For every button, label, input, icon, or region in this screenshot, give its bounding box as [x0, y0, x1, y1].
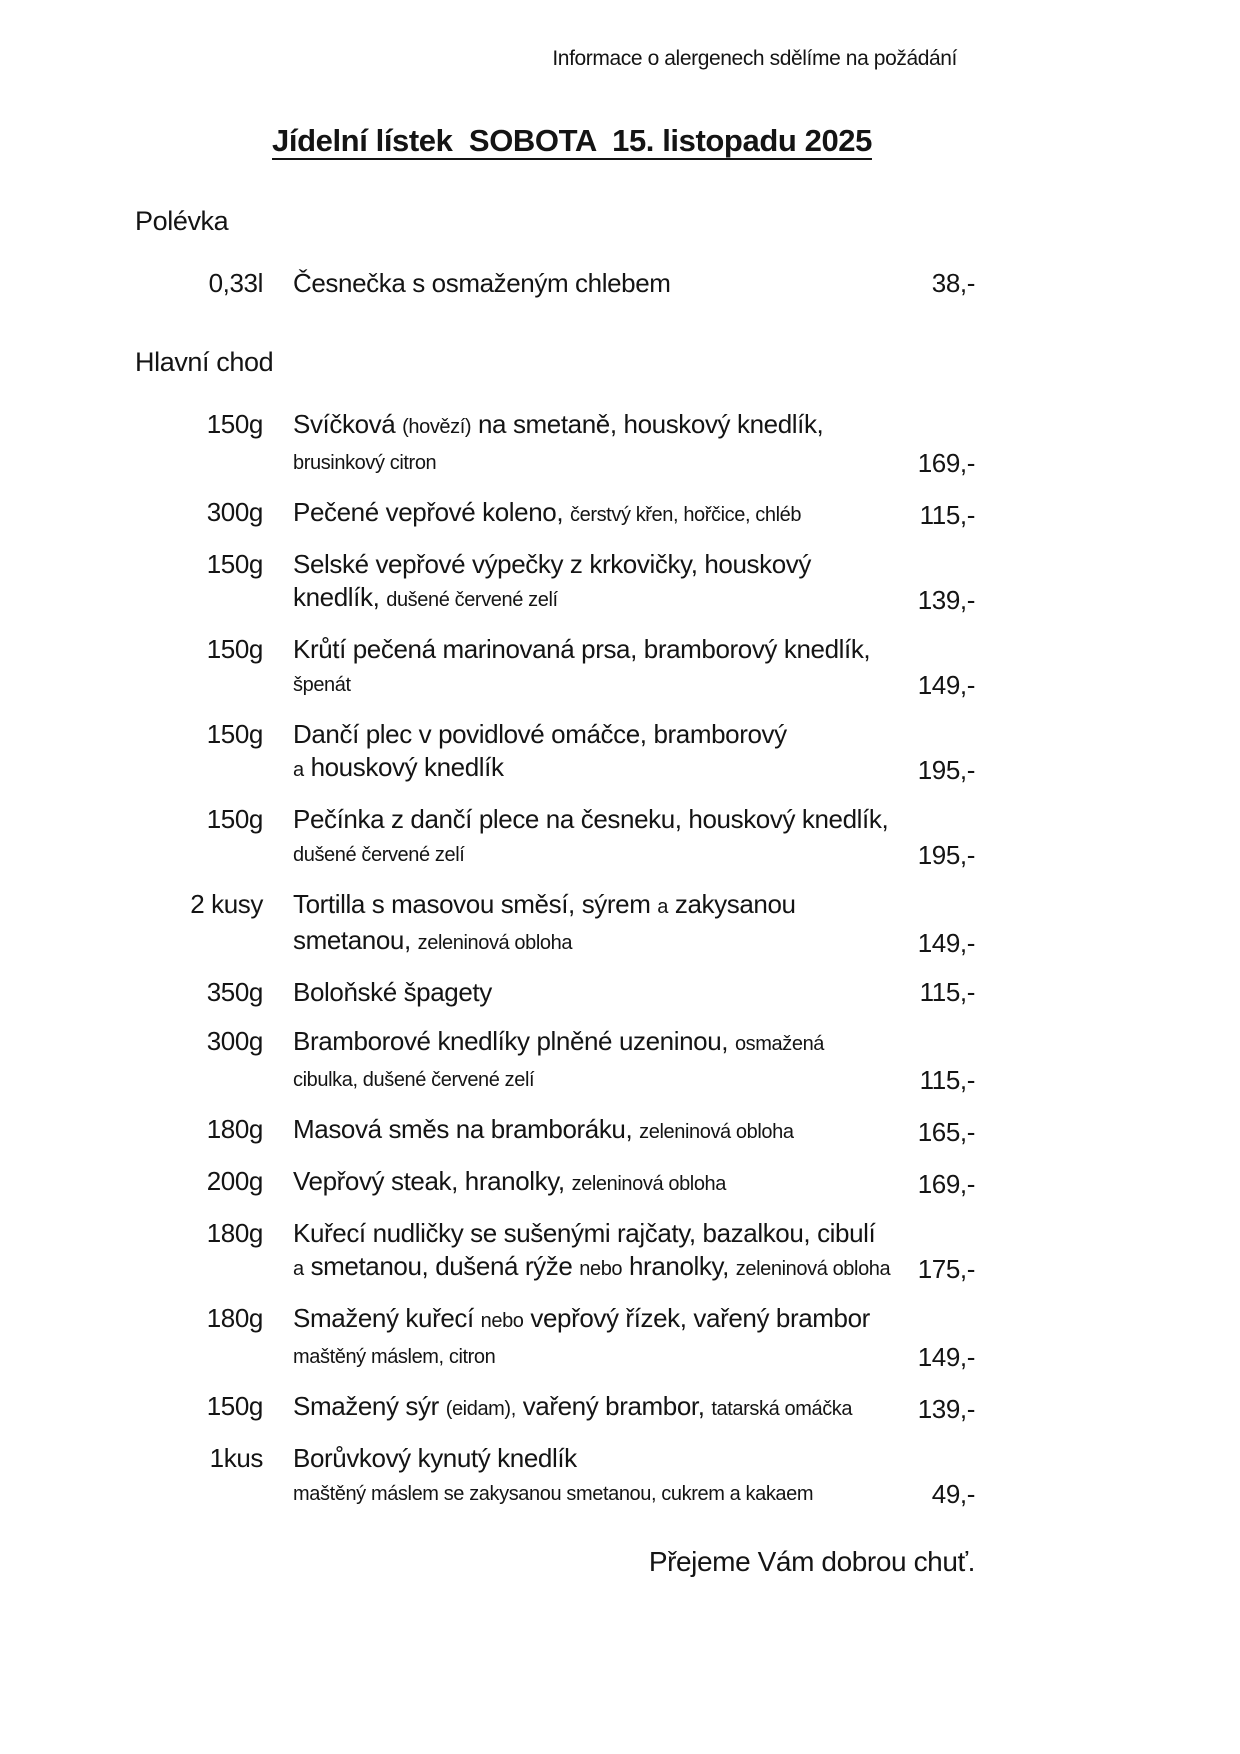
item-text-segment: Svíčková — [293, 409, 396, 439]
item-text-segment: nebo — [579, 1258, 623, 1280]
item-quantity: 300g — [206, 1026, 263, 1056]
item-description — [293, 633, 905, 702]
item-quantity: 350g — [206, 977, 263, 1007]
item-line — [293, 1475, 905, 1511]
item-price: 175,- — [917, 1254, 975, 1284]
menu-item — [135, 1165, 975, 1201]
item-price: 149,- — [917, 1342, 975, 1372]
item-price: 139,- — [917, 585, 975, 615]
item-description — [293, 976, 905, 1009]
item-text-segment: na smetaně, houskový knedlík, — [478, 409, 824, 439]
item-text-segment: Kuřecí nudličky se sušenými rajčaty, bazalkou, cibulí — [293, 1218, 876, 1248]
menu-item — [135, 1217, 975, 1286]
item-description — [293, 548, 905, 617]
menu-item — [135, 1390, 975, 1426]
menu-item — [135, 888, 975, 960]
menu-item — [135, 633, 975, 702]
item-description — [293, 1442, 905, 1511]
item-text-segment: Bramborové knedlíky plněné uzeninou, — [293, 1026, 729, 1056]
item-line — [293, 976, 905, 1009]
menu-item — [135, 267, 975, 300]
item-text-segment: zeleninová obloha — [417, 932, 573, 954]
menu-item — [135, 496, 975, 532]
item-text-segment: zeleninová obloha — [639, 1121, 794, 1143]
item-line — [293, 1442, 905, 1475]
item-text-segment: dušené červené zelí — [293, 844, 465, 866]
item-description — [293, 408, 905, 480]
item-text-segment: brusinkový citron — [293, 452, 437, 474]
item-text-segment: a — [293, 759, 304, 781]
item-line — [293, 267, 905, 300]
item-text-segment: špenát — [293, 674, 351, 696]
menu-sections — [135, 205, 975, 1511]
item-price: 165,- — [917, 1117, 975, 1147]
item-text-segment: smetanou, — [293, 925, 411, 955]
item-quantity: 150g — [206, 719, 263, 749]
item-quantity: 1kus — [209, 1443, 263, 1473]
item-price: 169,- — [917, 448, 975, 478]
item-quantity: 150g — [206, 634, 263, 664]
item-line — [293, 666, 905, 702]
item-text-segment: maštěný máslem se zakysanou smetanou, cukrem a kakaem — [293, 1483, 814, 1505]
item-text-segment: osmažená — [734, 1033, 825, 1055]
item-description — [293, 718, 905, 787]
item-price: 139,- — [917, 1394, 975, 1424]
section-items — [135, 408, 975, 1511]
item-text-segment: Smažený sýr — [293, 1391, 439, 1421]
item-quantity: 150g — [206, 1391, 263, 1421]
item-line — [293, 1250, 905, 1286]
item-text-segment: a — [293, 1258, 304, 1280]
item-text-segment: zeleninová obloha — [735, 1258, 891, 1280]
item-price: 169,- — [917, 1169, 975, 1199]
item-text-segment: Selské vepřové výpečky z krkovičky, houskový — [293, 549, 812, 579]
item-text-segment: maštěný máslem, citron — [293, 1346, 496, 1368]
item-price: 115,- — [919, 500, 975, 530]
menu-item — [135, 803, 975, 872]
item-text-segment: vařený brambor, — [522, 1391, 705, 1421]
allergen-notice: Informace o alergenech sdělíme na požádání — [552, 47, 957, 70]
item-line — [293, 581, 905, 617]
menu-item — [135, 408, 975, 480]
menu-item — [135, 1302, 975, 1374]
item-text-segment: zakysanou — [674, 889, 796, 919]
item-line — [293, 888, 905, 924]
item-line — [293, 924, 905, 960]
menu-item — [135, 1025, 975, 1097]
item-quantity: 200g — [206, 1166, 263, 1196]
item-line — [293, 1025, 905, 1061]
item-quantity: 150g — [206, 409, 263, 439]
item-text-segment: (eidam), — [445, 1398, 516, 1420]
item-price: 195,- — [917, 755, 975, 785]
item-text-segment: Borůvkový kynutý knedlík — [293, 1443, 577, 1473]
item-line — [293, 1165, 905, 1201]
item-text-segment: dušené červené zelí — [386, 589, 558, 611]
item-line — [293, 1302, 905, 1338]
item-quantity: 0,33l — [208, 268, 263, 298]
item-text-segment: (hovězí) — [402, 416, 472, 438]
section-items — [135, 267, 975, 300]
item-line — [293, 1113, 905, 1149]
item-line — [293, 496, 905, 532]
item-text-segment: nebo — [480, 1310, 524, 1332]
item-line — [293, 548, 905, 581]
item-text-segment: hranolky, — [629, 1251, 729, 1281]
item-text-segment: Dančí plec v povidlové omáčce, bramborový — [293, 719, 787, 749]
item-line — [293, 836, 905, 872]
menu-item — [135, 718, 975, 787]
menu-item — [135, 1442, 975, 1511]
item-description — [293, 1165, 905, 1201]
item-text-segment: a — [657, 896, 669, 918]
item-price: 195,- — [917, 840, 975, 870]
item-price: 149,- — [917, 670, 975, 700]
item-description — [293, 1025, 905, 1097]
item-quantity: 300g — [206, 497, 263, 527]
item-description — [293, 1302, 905, 1374]
item-description — [293, 496, 905, 532]
item-price: 115,- — [919, 977, 975, 1007]
footer-note: Přejeme Vám dobrou chuť. — [648, 1546, 975, 1577]
item-price: 49,- — [931, 1479, 975, 1509]
item-text-segment: Pečínka z dančí plece na česneku, houskový knedlík, — [293, 804, 889, 834]
menu-item — [135, 548, 975, 617]
item-line — [293, 1217, 905, 1250]
item-line — [293, 1390, 905, 1426]
item-text-segment: Pečené vepřové koleno, — [293, 497, 564, 527]
item-text-segment: Boloňské špagety — [293, 977, 492, 1007]
item-text-segment: cibulka, dušené červené zelí — [293, 1069, 535, 1091]
item-text-segment: smetanou, dušená rýže — [310, 1251, 573, 1281]
item-quantity: 150g — [206, 549, 263, 579]
item-text-segment: Vepřový steak, hranolky, — [293, 1166, 565, 1196]
item-description — [293, 1113, 905, 1149]
item-line — [293, 633, 905, 666]
item-quantity: 2 kusy — [190, 889, 263, 919]
item-text-segment: Tortilla s masovou směsí, sýrem — [293, 889, 651, 919]
section-heading: Polévka — [135, 206, 229, 236]
item-quantity: 150g — [206, 804, 263, 834]
item-quantity: 180g — [206, 1114, 263, 1144]
page-title: Jídelní lístek SOBOTA 15. listopadu 2025 — [272, 123, 872, 158]
menu-item — [135, 1113, 975, 1149]
item-line — [293, 803, 905, 836]
item-text-segment: zeleninová obloha — [571, 1173, 727, 1195]
item-line — [293, 751, 905, 787]
menu-item — [135, 976, 975, 1009]
item-text-segment: houskový knedlík — [310, 752, 504, 782]
item-quantity: 180g — [206, 1218, 263, 1248]
item-text-segment: tatarská omáčka — [711, 1398, 853, 1420]
item-text-segment: Masová směs na bramboráku, — [293, 1114, 633, 1144]
item-text-segment: čerstvý křen, hořčice, chléb — [570, 504, 802, 526]
item-description — [293, 803, 905, 872]
item-line — [293, 444, 905, 480]
item-line — [293, 408, 905, 444]
item-line — [293, 718, 905, 751]
item-text-segment: Smažený kuřecí — [293, 1303, 474, 1333]
item-text-segment: vepřový řízek, vařený brambor — [530, 1303, 870, 1333]
item-text-segment: knedlík, — [293, 582, 380, 612]
item-line — [293, 1061, 905, 1097]
item-description — [293, 1217, 905, 1286]
item-text-segment: Krůtí pečená marinovaná prsa, bramborový knedlík, — [293, 634, 871, 664]
item-price: 149,- — [917, 928, 975, 958]
item-description — [293, 888, 905, 960]
item-line — [293, 1338, 905, 1374]
item-quantity: 180g — [206, 1303, 263, 1333]
item-price: 38,- — [931, 268, 975, 298]
item-price: 115,- — [919, 1065, 975, 1095]
item-text-segment: Česnečka s osmaženým chlebem — [293, 268, 671, 298]
item-description — [293, 1390, 905, 1426]
section-heading: Hlavní chod — [135, 347, 274, 377]
item-description — [293, 267, 905, 300]
